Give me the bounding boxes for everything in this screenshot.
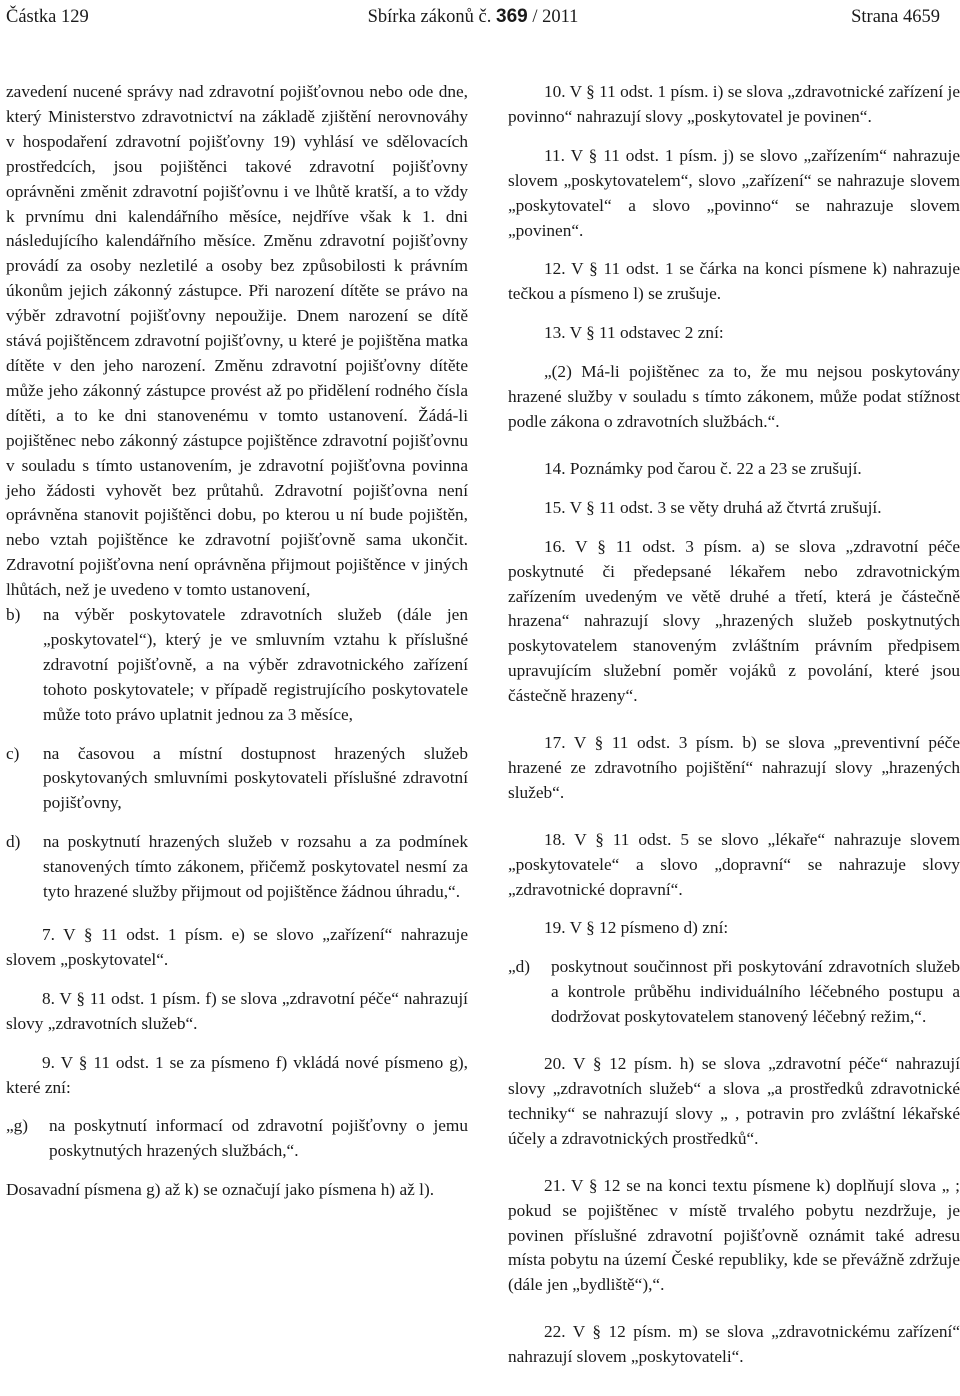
amendment-13-quote: „(2) Má-li pojištěnec za to, že mu nejsou poskytovány hrazené služby v souladu s tímto zákonem, může podat stížnost podle zákona o zdravotních službách.“.	[508, 362, 960, 431]
amendment-13: 13. V § 11 odstavec 2 zní:	[544, 323, 724, 343]
list-item-g: „g) na poskytnutí informací od zdravotní pojišťovny o jemu poskytnutých hrazených službách,“.	[6, 1116, 468, 1161]
amendment-10: 10. V § 11 odst. 1 písm. i) se slova „zdravotnické zařízení je povinno“ nahrazují slovy „poskytovatel je povinen“.	[508, 82, 960, 126]
paragraph-renumbering: Dosavadní písmena g) až k) se označují jako písmena h) až l).	[6, 1180, 435, 1200]
amendment-21: 21. V § 12 se na konci textu písmene k) doplňují slova „ ; pokud se pojištěnec v místě trvalého pobytu nezdržuje, je povinen příslušné zdravotní pojišťovně oznámit také adresu místa pobytu na území České republiky, kde se převážně zdržuje (dále jen „bydliště“),“.	[508, 1175, 960, 1295]
amendment-7: 7. V § 11 odst. 1 písm. e) se slovo „zařízení“ nahrazuje slovem „poskytovatel“.	[6, 925, 468, 969]
amendment-9: 9. V § 11 odst. 1 se za písmeno f) vkládá nové písmeno g), které zní:	[6, 1052, 468, 1097]
amendment-14: 14. Poznámky pod čarou č. 22 a 23 se zrušují.	[544, 458, 862, 478]
issue-number: Částka 129	[6, 7, 89, 27]
right-column	[508, 80, 960, 1370]
amendment-15: 15. V § 11 odst. 3 se věty druhá až čtvrtá zrušují.	[544, 497, 882, 517]
list-item-d: d) na poskytnutí hrazených služeb v rozsahu a za podmínek stanovených tímto zákonem, přičemž poskytovatel nesmí za tyto hrazené služby přijmout od pojištěnce žádnou úhradu,“.	[6, 832, 468, 902]
amendment-20: 20. V § 12 písm. h) se slova „zdravotní péče“ nahrazují slovy „zdravotních služeb“ a slova „a prostředků zdravotnické techniky“ se nahrazují slovy „ , potravin pro zvláštní lékařské účely a zdravotnických prostředků“.	[508, 1054, 960, 1148]
amendment-22: 22. V § 12 písm. m) se slova „zdravotnickému zařízení“ nahrazují slovem „poskytovateli“.	[508, 1322, 960, 1367]
list-item-b: b) na výběr poskytovatele zdravotních služeb (dále jen „poskytovatel“), který je ve smluvním vztahu k příslušné zdravotní pojišťovně, a na výběr zdravotnického zařízení tohoto poskytovatele; v případě registrujícího poskytovatele může toto právo uplatnit jednou za 3 měsíce,	[6, 605, 468, 724]
amendment-18: 18. V § 11 odst. 5 se slovo „lékaře“ nahrazuje slovem „poskytovatele“ a slovo „dopravní“ se nahrazuje slovy „zdravotnické dopravní“.	[508, 829, 960, 899]
list-item-c: c) na časovou a místní dostupnost hrazených služeb poskytovaných smluvními poskytovateli příslušné zdravotní pojišťovny,	[6, 743, 468, 813]
amendment-12: 12. V § 11 odst. 1 se čárka na konci písmene k) nahrazuje tečkou a písmeno l) se zrušuje.	[508, 259, 960, 304]
amendment-19: 19. V § 12 písmeno d) zní:	[544, 918, 729, 938]
amendment-8: 8. V § 11 odst. 1 písm. f) se slova „zdravotní péče“ nahrazují slovy „zdravotních služeb“.	[6, 988, 468, 1033]
law-number: 369	[496, 6, 528, 27]
list-item-d2: „d) poskytnout součinnost při poskytování zdravotních služeb a kontrole průběhu individuálního léčebného postupu a dodržovat poskytovatelem stanovený léčebný režim,“.	[508, 957, 960, 1027]
left-column	[6, 80, 468, 1203]
collection-title: Sbírka zákonů č. 369 / 2011	[367, 6, 579, 27]
amendment-17: 17. V § 11 odst. 3 písm. b) se slova „preventivní péče hrazené ze zdravotního pojištění“ nahrazují slovy „hrazených služeb“.	[508, 733, 960, 802]
amendment-11: 11. V § 11 odst. 1 písm. j) se slovo „zařízením“ nahrazuje slovem „poskytovatelem“, slovo „zařízení“ se nahrazuje slovem „poskytovatel“ a slovo „povinno“ se nahrazuje slovem „povinen“.	[508, 145, 960, 240]
amendment-16: 16. V § 11 odst. 3 písm. a) se slova „zdravotní péče poskytnuté či předepsané lékařem nebo zdravotnickým zařízením uvedeným ve větě druhé a třetí, která je částečně hrazena“ nahrazují slovy „hrazených služeb poskytnutých poskytovatelem stanoveným zvláštním právním předpisem upravujícím služební poměr vojáků z povolání, které jsou částečně hrazeny“.	[508, 536, 960, 706]
page-header	[6, 4, 940, 30]
page-number: Strana 4659	[851, 7, 940, 27]
paragraph-continuation: zavedení nucené správy nad zdravotní pojišťovnou nebo ode dne, který Ministerstvo zdravotnictví na základě zjištění nerovnováhy v hospodaření zdravotní pojišťovny 19) vyhlásí ve sdělovacích prostředcích, jsou pojištěnci takové zdravotní pojišťovny oprávněni změnit zdravotní pojišťovnu i ve lhůtě kratší, a to vždy k prvnímu dni kalendářního měsíce, nejdříve však k 1. dni následujícího kalendářního měsíce. Změnu zdravotní pojišťovny provádí za osoby nezletilé a osoby bez způsobilosti k právním úkonům jejich zákonný zástupce. Při narození dítěte se právo na výběr zdravotní pojišťovny nepoužije. Dnem narození se dítě stává pojištěncem zdravotní pojišťovny, u které je pojištěna matka dítěte v den jeho narození. Změnu zdravotní pojišťovny dítěte může jeho zákonný zástupce provést až po přidělení rodného čísla dítěti, a to ke dni stanovenému v tomto ustanovení. Žádá-li pojištěnec nebo zákonný zástupce pojištěnce zdravotní pojišťovnu v souladu s tímto ustanovením, je zdravotní pojišťovna povinna jeho žádosti vyhovět bez průtahů. Zdravotní pojišťovna není oprávněna stanovit pojištěnci dobu, po kterou u ní bude pojištěn, nebo vztah pojištěnce ke zdravotní pojišťovně sama ukončit. Zdravotní pojišťovna není oprávněna přijmout pojištěnce v jiných lhůtách, než je uvedeno v tomto ustanovení,	[6, 82, 468, 600]
